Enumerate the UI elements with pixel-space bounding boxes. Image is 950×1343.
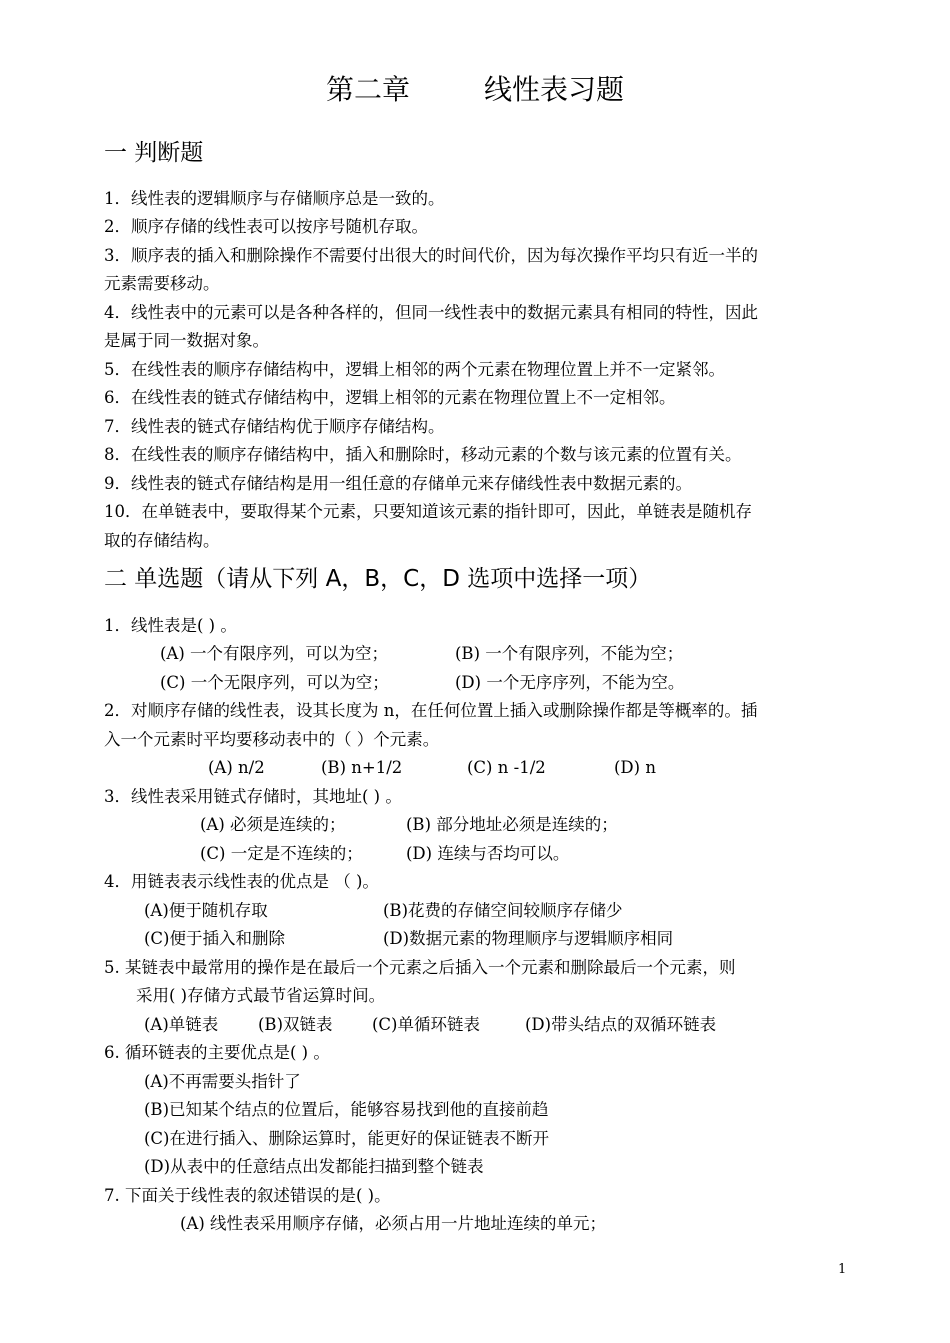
option-a: (A)便于随机存取 bbox=[144, 901, 268, 920]
option-b: (B)已知某个结点的位置后，能够容易找到他的直接前趋 bbox=[144, 1100, 549, 1119]
question-line: 10．在单链表中，要取得某个元素，只要知道该元素的指针即可，因此，单链表是随机存 bbox=[104, 502, 752, 521]
option-d: (D)从表中的任意结点出发都能扫描到整个链表 bbox=[144, 1157, 484, 1176]
option-b: (B) 一个有限序列，不能为空； bbox=[455, 644, 684, 663]
option-a: (A) 线性表采用顺序存储，必须占用一片地址连续的单元； bbox=[180, 1214, 607, 1233]
option-b: (B)花费的存储空间较顺序存储少 bbox=[383, 901, 623, 920]
question-line: 元素需要移动。 bbox=[104, 274, 220, 293]
question-stem: 入一个元素时平均要移动表中的（ ）个元素。 bbox=[104, 730, 440, 749]
question-stem: 4．用链表表示线性表的优点是 （ )。 bbox=[104, 872, 379, 891]
question-line: 3．顺序表的插入和删除操作不需要付出很大的时间代价，因为每次操作平均只有近一半的 bbox=[104, 246, 758, 265]
section-heading-multiple-choice: 二 单选题（请从下列 A，B，C，D 选项中选择一项） bbox=[104, 566, 652, 592]
chapter-label: 第二章 bbox=[325, 73, 410, 106]
option-c: (C) 一定是不连续的； bbox=[200, 844, 363, 863]
question-line: 取的存储结构。 bbox=[104, 531, 220, 550]
question-stem: 7. 下面关于线性表的叙述错误的是( )。 bbox=[104, 1186, 391, 1205]
question-line: 7．线性表的链式存储结构优于顺序存储结构。 bbox=[104, 417, 445, 436]
option-a: (A) 一个有限序列，可以为空； bbox=[160, 644, 389, 663]
question-stem: 采用( )存储方式最节省运算时间。 bbox=[136, 986, 386, 1005]
question-line: 2．顺序存储的线性表可以按序号随机存取。 bbox=[104, 217, 428, 236]
option-b: (B)双链表 bbox=[258, 1015, 333, 1034]
question-line: 1．线性表的逻辑顺序与存储顺序总是一致的。 bbox=[104, 189, 445, 208]
option-d: (D) 连续与否均可以。 bbox=[406, 844, 570, 863]
question-line: 8．在线性表的顺序存储结构中，插入和删除时，移动元素的个数与该元素的位置有关。 bbox=[104, 445, 742, 464]
option-a: (A)单链表 bbox=[144, 1015, 219, 1034]
option-d: (D)带头结点的双循环链表 bbox=[525, 1015, 717, 1034]
page-number: 1 bbox=[838, 1262, 847, 1277]
question-line: 是属于同一数据对象。 bbox=[104, 331, 269, 350]
option-d: (D)数据元素的物理顺序与逻辑顺序相同 bbox=[383, 929, 674, 948]
section-heading-true-false: 一 判断题 bbox=[104, 140, 204, 166]
question-stem: 1．线性表是( ) 。 bbox=[104, 616, 237, 635]
option-a: (A) 必须是连续的； bbox=[200, 815, 346, 834]
question-stem: 6. 循环链表的主要优点是( ) 。 bbox=[104, 1043, 330, 1062]
option-d: (D) n bbox=[614, 758, 656, 777]
option-c: (C) 一个无限序列，可以为空； bbox=[160, 673, 389, 692]
page-title bbox=[0, 72, 950, 108]
question-stem: 2．对顺序存储的线性表，设其长度为 n，在任何位置上插入或删除操作都是等概率的。插 bbox=[104, 701, 758, 720]
option-c: (C)单循环链表 bbox=[372, 1015, 480, 1034]
option-a: (A)不再需要头指针了 bbox=[144, 1072, 301, 1091]
option-c: (C) n -1/2 bbox=[467, 758, 546, 777]
question-line: 4．线性表中的元素可以是各种各样的，但同一线性表中的数据元素具有相同的特性，因此 bbox=[104, 303, 758, 322]
option-b: (B) 部分地址必须是连续的； bbox=[406, 815, 618, 834]
option-a: (A) n/2 bbox=[208, 758, 265, 777]
option-c: (C)便于插入和删除 bbox=[144, 929, 285, 948]
question-stem: 3．线性表采用链式存储时，其地址( ) 。 bbox=[104, 787, 402, 806]
option-b: (B) n+1/2 bbox=[321, 758, 403, 777]
question-stem: 5. 某链表中最常用的操作是在最后一个元素之后插入一个元素和删除最后一个元素，则 bbox=[104, 958, 736, 977]
question-line: 9．线性表的链式存储结构是用一组任意的存储单元来存储线性表中数据元素的。 bbox=[104, 474, 692, 493]
option-c: (C)在进行插入、删除运算时，能更好的保证链表不断开 bbox=[144, 1129, 549, 1148]
option-d: (D) 一个无序序列，不能为空。 bbox=[455, 673, 685, 692]
chapter-topic: 线性表习题 bbox=[484, 73, 625, 106]
question-line: 5．在线性表的顺序存储结构中，逻辑上相邻的两个元素在物理位置上并不一定紧邻。 bbox=[104, 360, 725, 379]
question-line: 6．在线性表的链式存储结构中，逻辑上相邻的元素在物理位置上不一定相邻。 bbox=[104, 388, 676, 407]
